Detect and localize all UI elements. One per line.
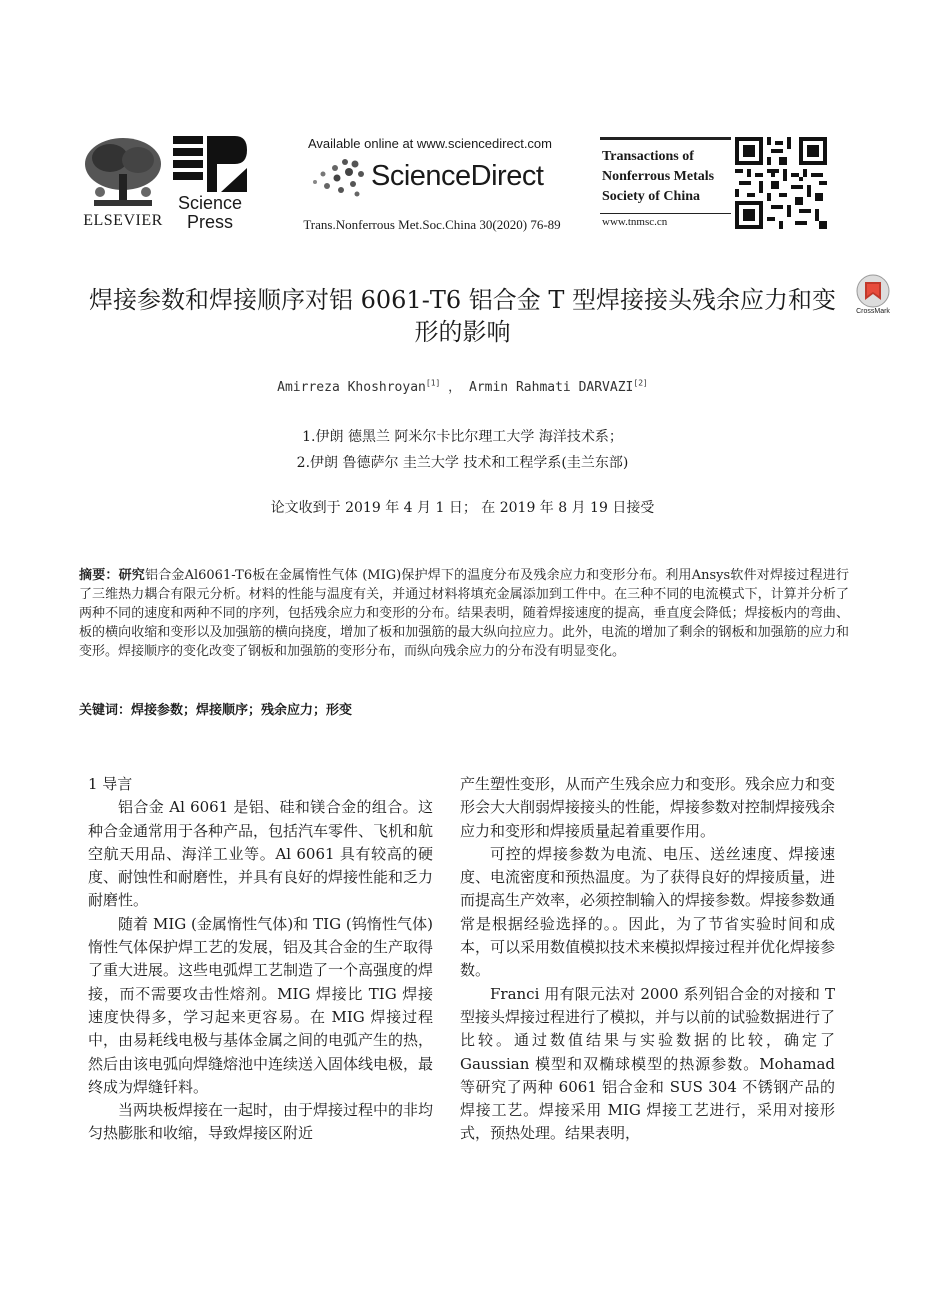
section-heading: 1 导言 [88,775,133,793]
tnmsc-title-line2: Nonferrous Metals [602,169,715,184]
paper-title-line2: 形的影响 [414,318,511,346]
elsevier-tree-icon [80,134,166,212]
paper-title-line1: 焊接参数和焊接顺序对铝 6061-T6 铝合金 T 型焊接接头残余应力和变 [89,286,836,314]
elsevier-logo [80,134,166,232]
qr-code-icon [735,137,827,229]
keywords: 关键词：焊接参数；焊接顺序；残余应力；形变 [79,703,353,718]
author-2-affiliation-mark: [2] [633,378,648,388]
author-2: Armin Rahmati DARVAZI [469,380,634,395]
paragraph: Franci 用有限元法对 2000 系列铝合金的对接和 T 型接头焊接过程进行了模拟，并与以前的试验数据进行了比较。通过数值结果与实验数据的比较，确定了 Gaussian 模型和双椭球模型的热源参数。Mohamad 等研究了两种 6061 铝合金和 SUS 304 不锈钢产品的焊接工艺。焊接采用 MIG 焊接工艺进行，采用对接形式，预热处理。结果表明， [460,984,836,1143]
science-press-mark-icon [171,134,249,194]
tnmsc-url: www.tnmsc.cn [602,216,668,228]
divider [600,213,731,214]
affiliation-1-suffix: 海洋技术系； [534,429,623,445]
science-press-line1: Science [177,193,243,213]
abstract-label: 摘要：研究 [79,568,145,583]
tnmsc-title-line3: Society of China [602,189,700,204]
sciencedirect-dots-icon [305,156,371,200]
affiliation-1 [100,426,825,446]
received-dates: 论文收到于 2019 年 4 月 1 日； 在 2019 年 8 月 19 日接受 [270,500,655,516]
abstract [79,566,849,661]
affiliation-1-prefix: 1.伊朗 德黑兰 [302,429,395,445]
abstract-text: 铝合金Al6061-T6板在金属惰性气体 (MIG)保护焊下的温度分布及残余应力和变形分布。利用Ansys软件对焊接过程进行了三维热力耦合有限元分析。材料的性能与温度有关，并通过材料将填充金属添加到工件中。在三种不同的电流模式下，计算并分析了两种不同的速度和两种不同的序列，包括残余应力和变形的分布。结果表明，随着焊接速度的提高，垂直度会降低；焊接板内的弯曲、板的横向收缩和变形以及加强筋的横向挠度，增加了板和加强筋的最大纵向拉应力。此外，电流的增加了剩余的钢板和加强筋的应力和变形。焊接顺序的变化改变了钢板和加强筋的变形分布，而纵向残余应力的分布没有明显变化。 [79,568,849,659]
affiliation-1-university: 阿米尔卡比尔理工大学 [394,429,535,445]
body-column-right [460,773,835,1146]
divider [600,137,731,140]
paragraph: 铝合金 Al 6061 是铝、硅和镁合金的组合。这种合金通常用于各种产品，包括汽车零件、飞机和航空航天用品、海洋工业等。Al 6061 具有较高的硬度、耐蚀性和耐磨性，并具有良好的焊接性能和乏力耐磨性。 [88,798,434,910]
tnmsc-title-line1: Transactions of [602,149,694,164]
science-press-logo [171,134,251,232]
tnmsc-title [602,147,732,207]
crossmark-label: CrossMark [856,308,890,315]
paragraph: 当两块板焊接在一起时，由于焊接过程中的非均匀热膨胀和收缩，导致焊接区附近 [88,1101,434,1143]
body-column-left [88,773,433,1146]
sciencedirect-logo [305,156,565,200]
paragraph: 随着 MIG (金属惰性气体)和 TIG (钨惰性气体)惰性气体保护焊工艺的发展，铝及其合金的生产取得了重大进展。这些电弧焊工艺制造了一个高强度的焊接，而不需要攻击性熔剂。MIG 焊接比 TIG 焊接速度快得多，学习起来更容易。在 MIG 焊接过程中，由易耗线电极与基体金属之间的电弧产生的热，然后由该电弧向焊缝熔池中连续送入固体线电极，最终成为焊缝钎料。 [88,914,434,1096]
sciencedirect-name: ScienceDirect [371,160,544,192]
author-separator: ， [448,380,462,395]
author-1-affiliation-mark: [1] [425,378,441,388]
science-press-line2: Press [186,212,233,232]
authors [100,376,825,395]
paragraph: 可控的焊接参数为电流、电压、送丝速度、焊接速度、电流密度和预热温度。为了获得良好的焊接质量，进而提高生产效率，必须控制输入的焊接参数。焊接参数通常是根据经验选择的。。因此，为了节省实验时间和成本，可以采用数值模拟技术来模拟焊接过程并优化焊接参数。 [460,844,836,980]
paper-title [60,284,865,348]
tnmsc-journal-box [600,137,731,229]
science-press-label [171,194,249,232]
paragraph: 产生塑性变形，从而产生残余应力和变形。残余应力和变形会大大削弱焊接接头的性能，焊接参数对控制焊接残余应力和变形和焊接质量起着重要作用。 [460,775,836,840]
elsevier-label: ELSEVIER [83,212,163,229]
journal-reference: Trans.Nonferrous Met.Soc.China 30(2020) 76-89 [303,217,561,232]
affiliation-2: 2.伊朗 鲁德萨尔 圭兰大学 技术和工程学系(圭兰东部) [296,455,629,471]
author-1: Amirreza Khoshroyan [277,380,426,395]
available-online-text: Available online at www.sciencedirect.com [308,136,552,151]
